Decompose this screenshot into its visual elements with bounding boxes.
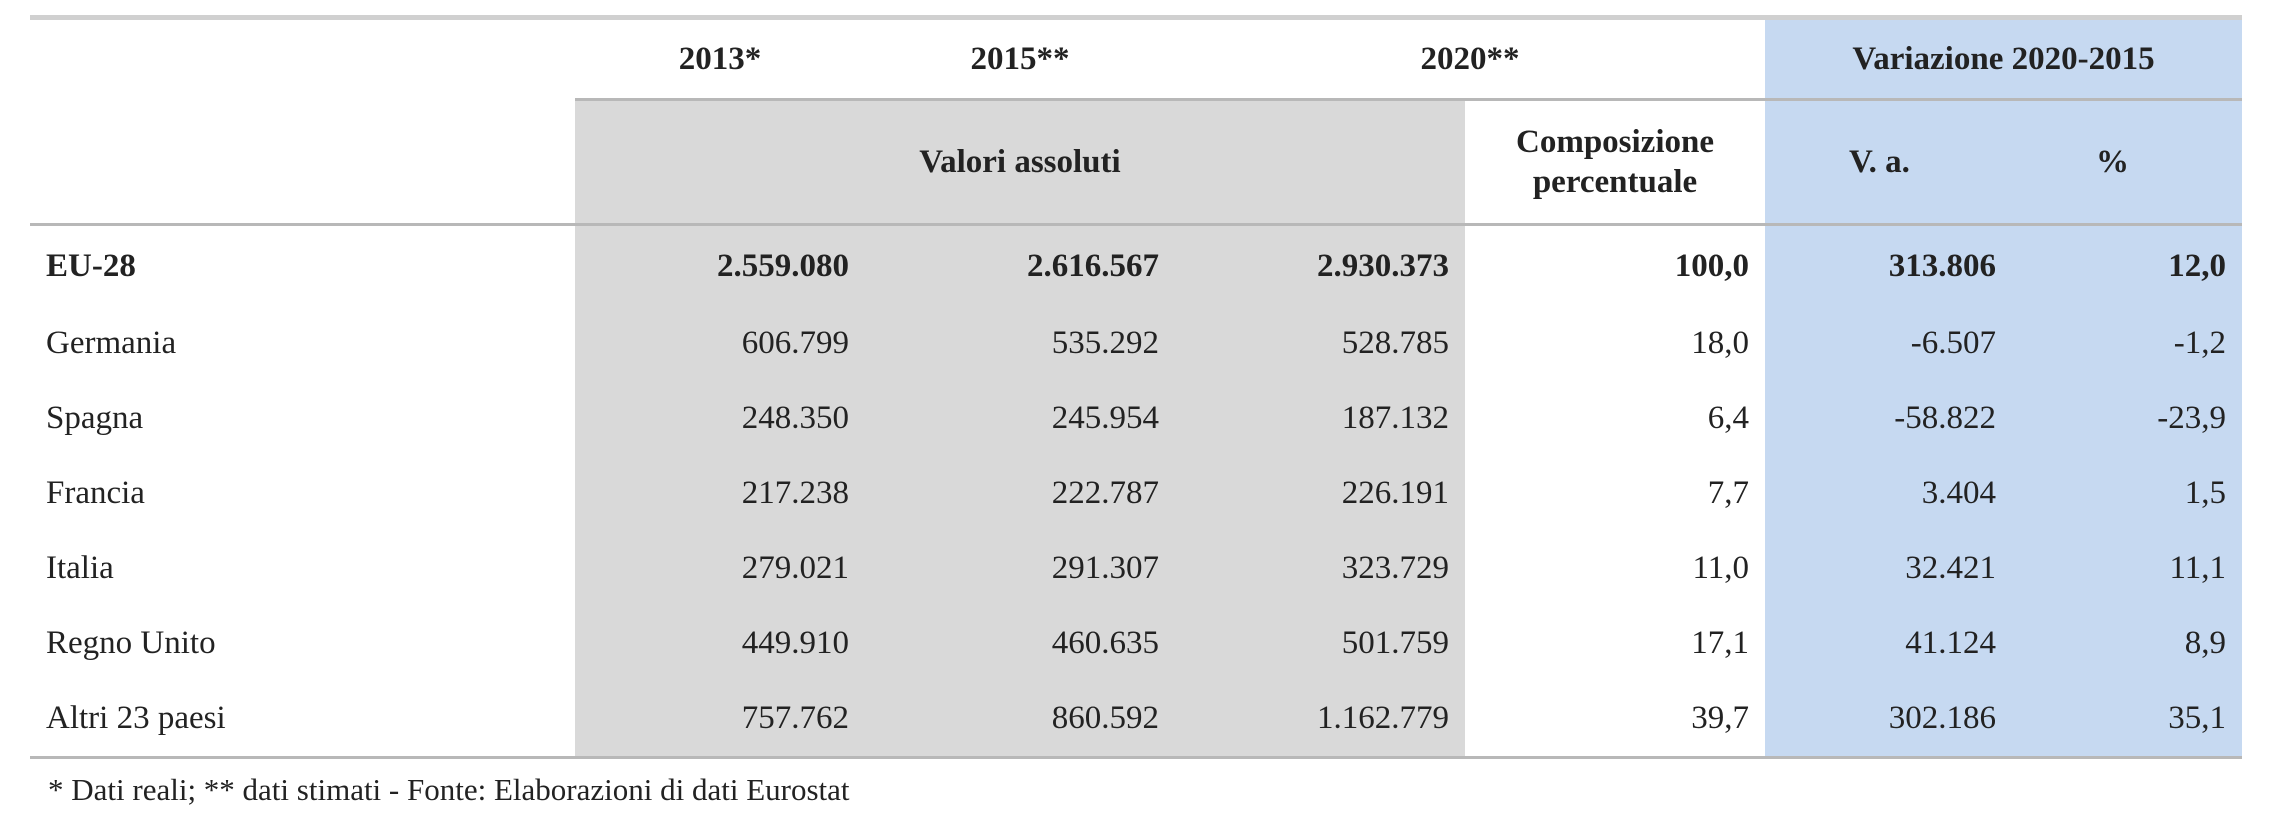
header-composizione-line1: Composizione [1516, 124, 1714, 160]
row-label: Italia [46, 550, 114, 586]
cell-2013: 248.350 [575, 381, 865, 456]
row-label: EU-28 [46, 247, 136, 284]
cell-composizione: 7,7 [1707, 475, 1749, 511]
row-label: Germania [46, 325, 177, 361]
header-2020: 2020** [1420, 40, 1520, 77]
header-composizione [1465, 100, 1765, 225]
data-table-container [30, 15, 2242, 759]
header-pct: % [2012, 100, 2242, 225]
header-2015: 2015** [970, 40, 1070, 77]
corner-cell [30, 20, 575, 100]
data-table [30, 20, 2242, 759]
cell-pct: -23,9 [2012, 381, 2242, 456]
cell-va: 3.404 [1765, 456, 2012, 531]
row-label: Altri 23 paesi [30, 681, 575, 758]
table-row [30, 306, 2242, 381]
cell-composizione: 18,0 [1691, 325, 1749, 361]
cell-2020: 2.930.373 [1175, 225, 1465, 307]
table-row [30, 456, 2242, 531]
cell-2013: 757.762 [575, 681, 865, 758]
cell-pct: 1,5 [2012, 456, 2242, 531]
cell-va: 32.421 [1765, 531, 2012, 606]
cell-2020: 323.729 [1175, 531, 1465, 606]
corner-cell-2 [30, 100, 575, 225]
cell-2020: 528.785 [1175, 306, 1465, 381]
row-label: Regno Unito [46, 625, 216, 661]
row-label: Francia [46, 475, 145, 511]
table-row [30, 531, 2242, 606]
cell-va: -58.822 [1765, 381, 2012, 456]
cell-2013: 2.559.080 [575, 225, 865, 307]
cell-2015: 291.307 [865, 531, 1175, 606]
cell-2015: 222.787 [865, 456, 1175, 531]
cell-2015: 535.292 [865, 306, 1175, 381]
cell-2020: 501.759 [1175, 606, 1465, 681]
header-va: V. a. [1765, 100, 2012, 225]
row-label: Spagna [46, 400, 144, 436]
cell-va: 41.124 [1765, 606, 2012, 681]
cell-2020: 1.162.779 [1175, 681, 1465, 758]
cell-composizione: 17,1 [1691, 625, 1749, 661]
table-row [30, 606, 2242, 681]
cell-pct: 8,9 [2012, 606, 2242, 681]
header-variazione: Variazione 2020-2015 [1765, 20, 2242, 100]
cell-pct: 12,0 [2012, 225, 2242, 307]
cell-2013: 217.238 [575, 456, 865, 531]
footnote: * Dati reali; ** dati stimati - Fonte: Elaborazioni di dati Eurostat [48, 772, 850, 807]
cell-2013: 606.799 [575, 306, 865, 381]
table-row [30, 225, 2242, 307]
cell-composizione: 39,7 [1465, 681, 1765, 758]
header-valori-assoluti: Valori assoluti [575, 100, 1465, 225]
cell-2020: 187.132 [1175, 381, 1465, 456]
header-composizione-line2: percentuale [1532, 164, 1698, 200]
cell-pct: 35,1 [2012, 681, 2242, 758]
cell-composizione: 6,4 [1707, 400, 1749, 436]
cell-va: 313.806 [1765, 225, 2012, 307]
cell-2015: 245.954 [865, 381, 1175, 456]
cell-2015: 2.616.567 [865, 225, 1175, 307]
cell-pct: 11,1 [2012, 531, 2242, 606]
cell-va: 302.186 [1765, 681, 2012, 758]
header-2013: 2013* [678, 40, 762, 77]
table-row [30, 381, 2242, 456]
cell-2013: 279.021 [575, 531, 865, 606]
cell-2013: 449.910 [575, 606, 865, 681]
cell-composizione: 100,0 [1674, 247, 1749, 284]
table-row [30, 681, 2242, 758]
cell-composizione: 11,0 [1692, 550, 1749, 586]
cell-2020: 226.191 [1175, 456, 1465, 531]
cell-va: -6.507 [1765, 306, 2012, 381]
cell-2015: 460.635 [865, 606, 1175, 681]
cell-2015: 860.592 [865, 681, 1175, 758]
cell-pct: -1,2 [2012, 306, 2242, 381]
